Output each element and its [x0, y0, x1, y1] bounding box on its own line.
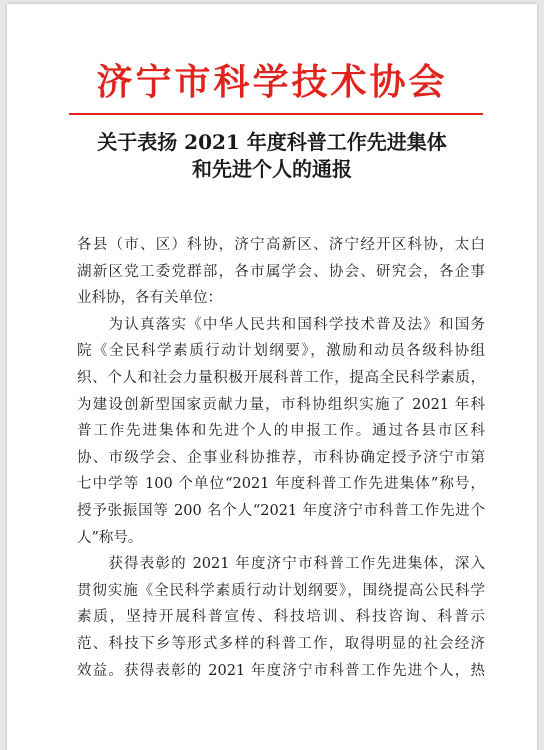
body-line: 湖新区党工委党群部，各市属学会、协会、研究会，各企事 [77, 263, 485, 280]
body-line: 贯彻实施《全民科学素质行动计划纲要》，围绕提高公民科学 [77, 582, 485, 599]
body-line: 院《全民科学素质行动计划纲要》，激励和动员各级科协组 [77, 343, 485, 360]
body-line: 效益。获得表彰的 2021 年度济宁市科普工作先进个人，热 [77, 662, 485, 679]
red-divider-line [69, 113, 483, 115]
document-page [7, 4, 537, 750]
document-title [7, 129, 537, 183]
body-line: 为建设创新型国家贡献力量，市科协组织实施了 2021 年科 [77, 396, 485, 413]
document-body [77, 232, 485, 684]
body-line: 为认真落实《中华人民共和国科学技术普及法》和国务 [77, 316, 485, 333]
document-title-line-2: 和先进个人的通报 [192, 157, 352, 181]
organization-header: 济宁市科学技术协会 [96, 62, 448, 103]
body-line: 素质，坚持开展科普宣传、科技培训、科技咨询、科普示 [77, 609, 485, 626]
body-line: 业科协，各有关单位： [77, 290, 222, 307]
body-line: 七中学等 100 个单位“2021 年度科普工作先进集体”称号， [77, 476, 485, 493]
body-line: 协、市级学会、企事业科协推荐，市科协确定授予济宁市第 [77, 449, 485, 466]
document-title-line-1: 关于表扬 2021 年度科普工作先进集体 [97, 130, 447, 154]
body-line: 授予张振国等 200 名个人“2021 年度济宁市科普工作先进个 [77, 502, 485, 519]
body-line: 普工作先进集体和先进个人的申报工作。通过各县市区科 [77, 423, 485, 440]
body-line: 范、科技下乡等形式多样的科普工作，取得明显的社会经济 [77, 635, 485, 652]
body-line: 各县（市、区）科协，济宁高新区、济宁经开区科协，太白 [77, 237, 485, 253]
body-line: 人”称号。 [77, 529, 143, 546]
body-line: 织、个人和社会力量积极开展科普工作，提高全民科学素质， [77, 369, 485, 386]
body-line: 获得表彰的 2021 年度济宁市科普工作先进集体，深入 [77, 556, 485, 573]
